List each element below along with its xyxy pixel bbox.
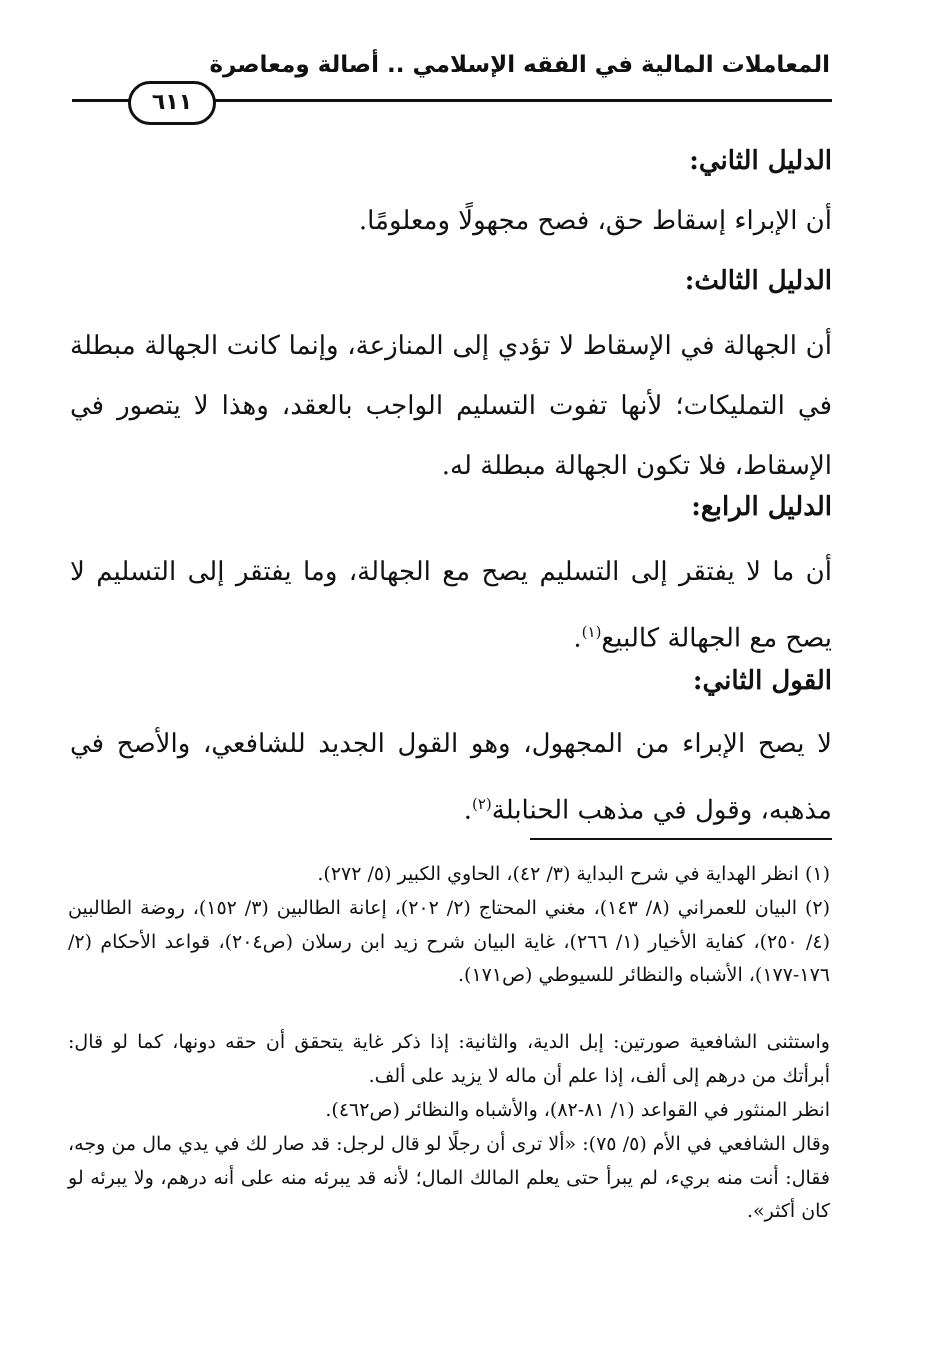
dalil2-heading: الدليل الثاني: — [689, 146, 832, 176]
footnote-1: (١) انظر الهداية في شرح البداية (٣/ ٤٢)، الحاوي الكبير (٥/ ٢٧٢). — [317, 863, 830, 885]
qawl2-heading: القول الثاني: — [692, 666, 832, 696]
dalil4-heading: الدليل الرابع: — [691, 492, 832, 522]
footnote-2-paragraph-2: واستثنى الشافعية صورتين: إبل الدية، والثانية: إذا ذكر غاية يتحقق أن حقه دونها، كما لو قال: أبرأتك من درهم إلى ألف، إذا علم أن ماله لا يزيد على ألف. — [68, 1031, 830, 1087]
footnote-2: (٢) البيان للعمراني (٨/ ١٤٣)، مغني المحتاج (٢/ ٢٠٢)، إعانة الطالبين (٣/ ١٥٢)، روضة الطالبين (٤/ ٢٥٠)، كفاية الأخيار (١/ ٢٦٦)، غاية البيان شرح زيد ابن رسلان (ص٢٠٤)، قواعد الأحكام (٢/ ١٧٦-١٧٧)، الأشباه والنظائر للسيوطي (ص١٧١). — [68, 897, 831, 986]
qawl2-text: لا يصح الإبراء من المجهول، وهو القول الجديد للشافعي، والأصح في مذهبه، وقول في مذهب الحنابلة — [70, 729, 832, 826]
dalil4-end: . — [573, 623, 582, 654]
dalil3-text: أن الجهالة في الإسقاط لا تؤدي إلى المنازعة، وإنما كانت الجهالة مبطلة في التمليكات؛ لأنها تفوت التسليم الواجب بالعقد، وهذا لا يتصور في الإسقاط، فلا تكون الجهالة مبطلة له. — [70, 331, 832, 481]
footnote-ref-2: (٢) — [471, 795, 492, 813]
dalil2-text: أن الإبراء إسقاط حق، فصح مجهولًا ومعلومًا. — [358, 206, 832, 236]
qawl2-end: . — [463, 795, 472, 826]
dalil3-heading: الدليل الثالث: — [684, 266, 832, 296]
dalil4-paragraph — [70, 542, 832, 669]
running-title: المعاملات المالية في الفقه الإسلامي .. أصالة ومعاصرة — [209, 52, 830, 78]
qawl2-paragraph — [70, 714, 832, 841]
dalil4-text: أن ما لا يفتقر إلى التسليم يصح مع الجهالة، وما يفتقر إلى التسليم لا يصح مع الجهالة كالبيع — [70, 557, 832, 654]
footnote-separator — [530, 838, 832, 840]
footnote-2-paragraph-4: وقال الشافعي في الأم (٥/ ٧٥): «ألا ترى أن رجلًا لو قال لرجل: قد صار لك في يدي مال من وجه، فقال: أنت منه بريء، لم يبرأ حتى يعلم المالك المال؛ لأنه قد يبرئه منه على أنه درهم، ولا يبرئه لو كان أكثر». — [68, 1133, 830, 1222]
footnote-2-paragraph-3: انظر المنثور في القواعد (١/ ٨١-٨٢)، والأشباه والنظائر (ص٤٦٢). — [325, 1099, 830, 1121]
footnote-ref-1: (١) — [581, 623, 602, 641]
page-number: ٦١١ — [128, 81, 216, 125]
